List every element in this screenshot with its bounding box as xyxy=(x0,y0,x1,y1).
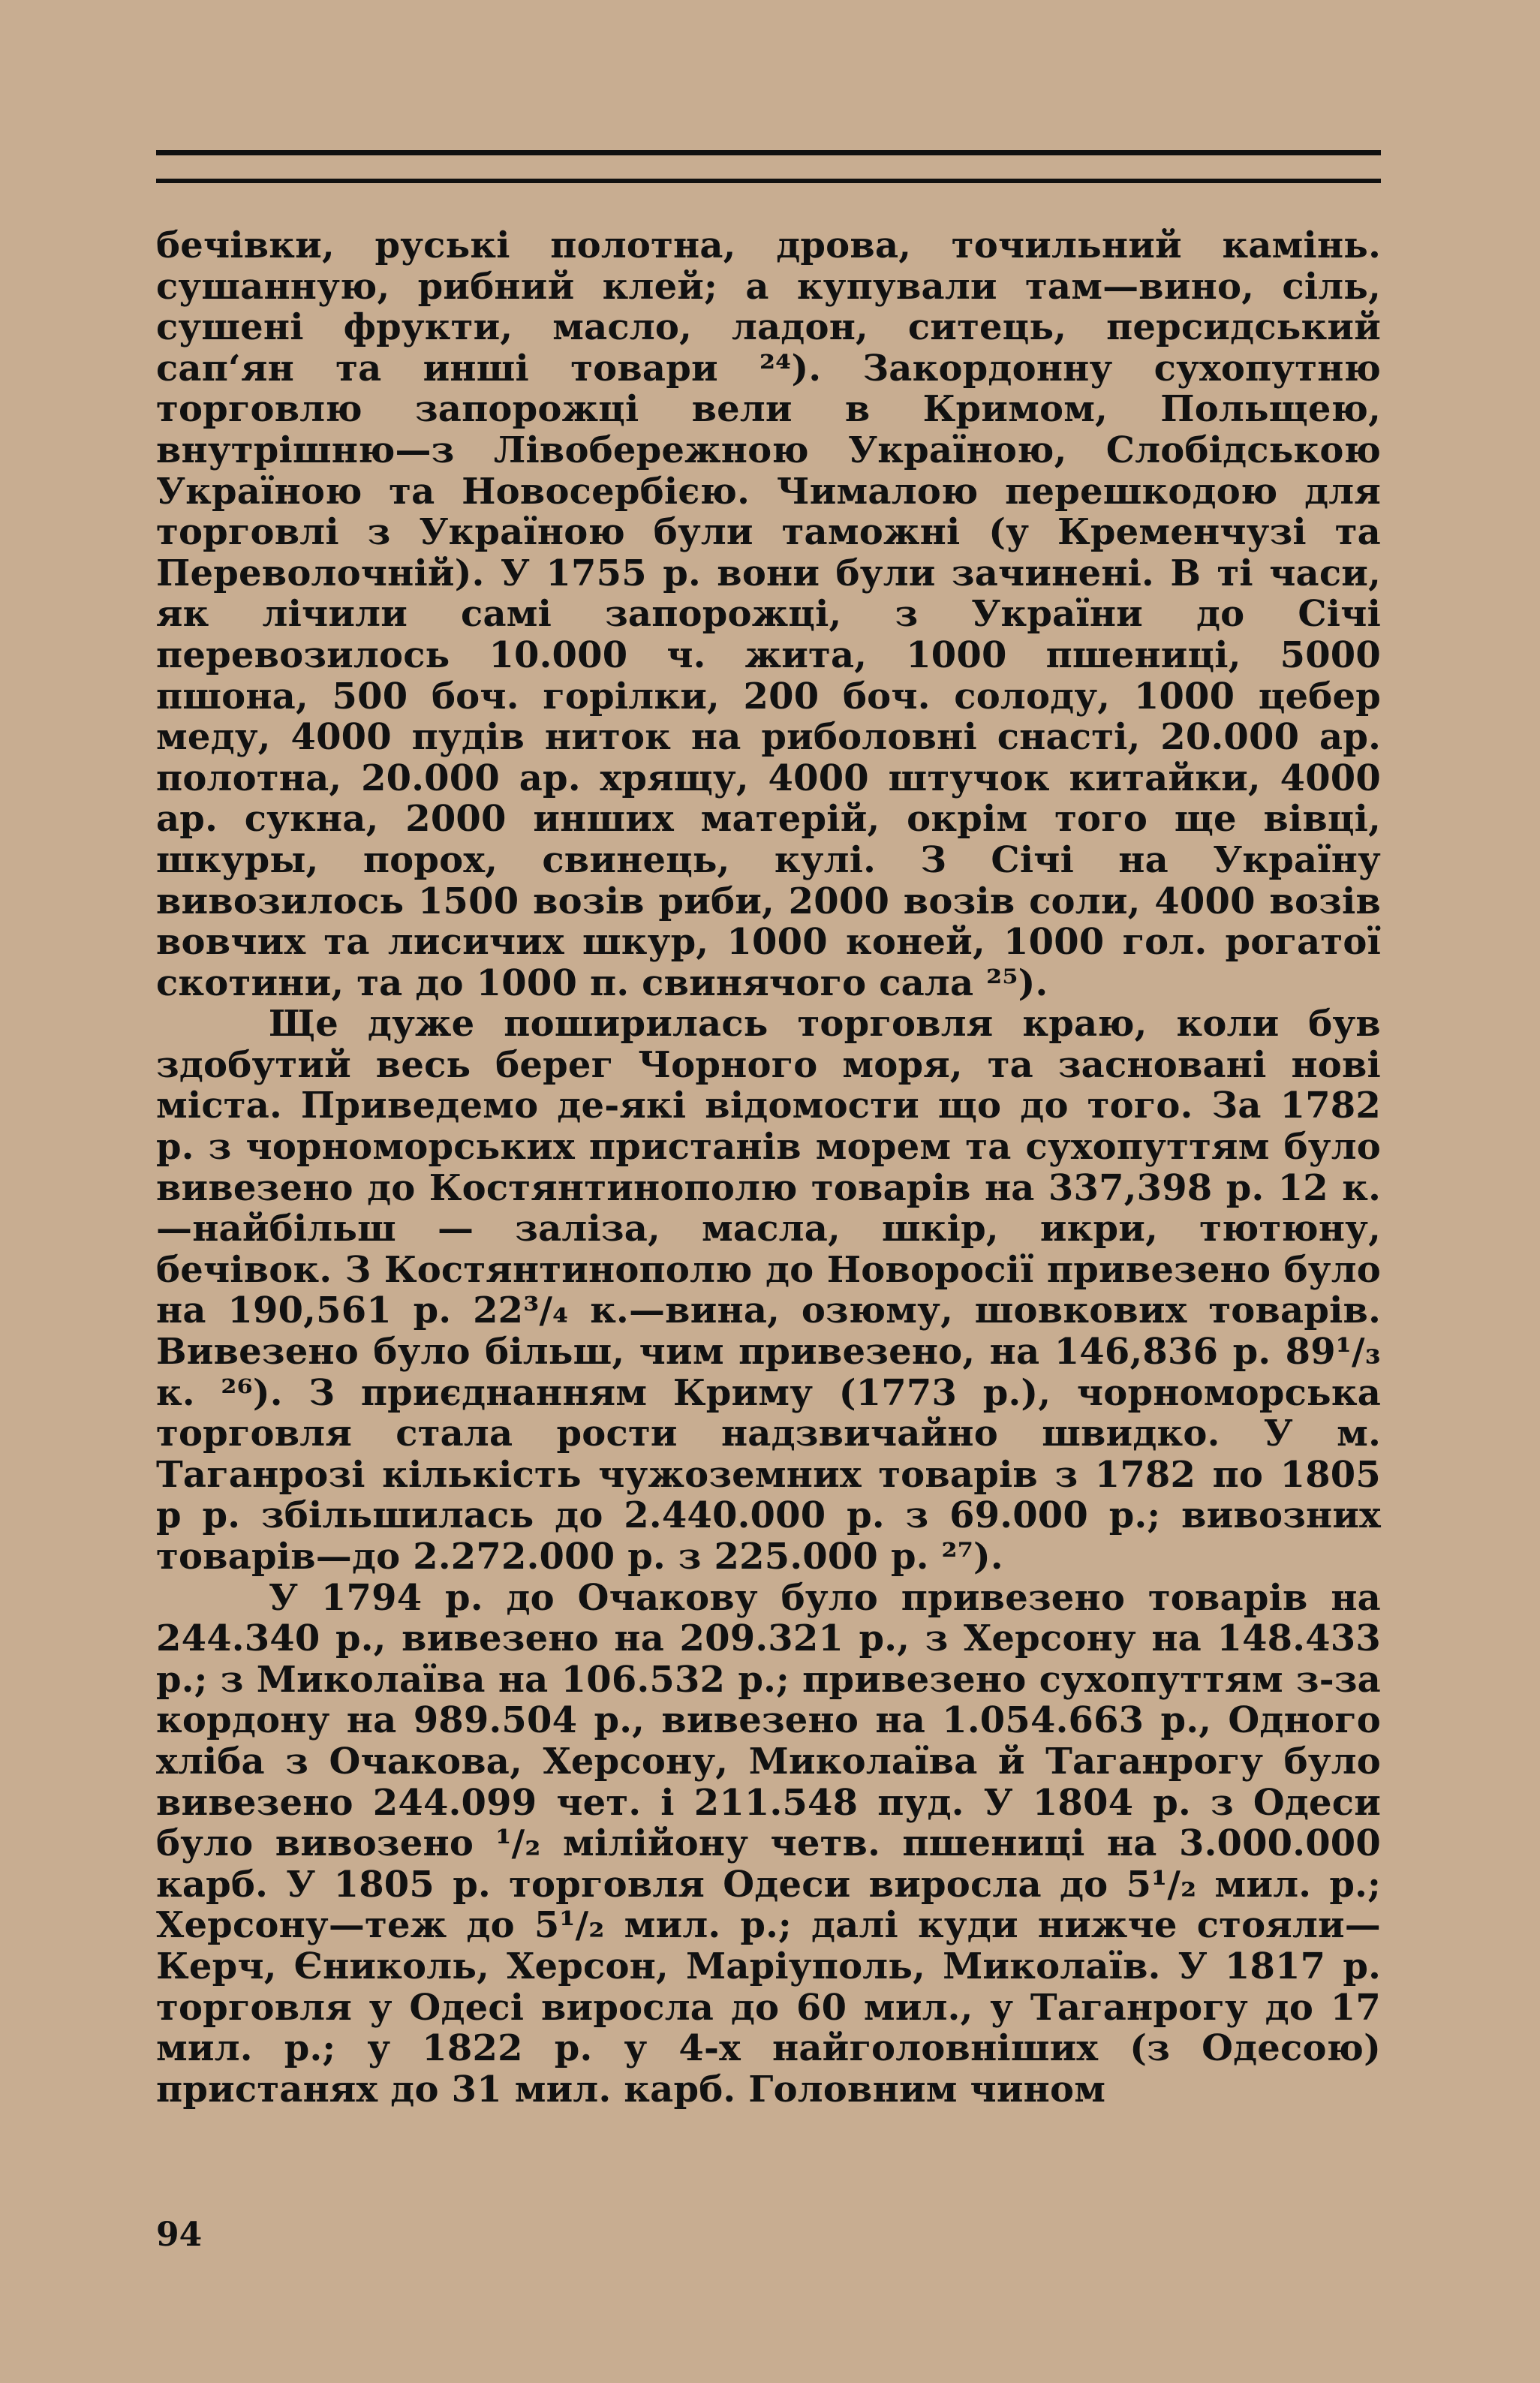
header-rule-bottom xyxy=(156,179,1381,183)
main-text xyxy=(156,225,1381,2110)
paragraph-2: Ще дуже поширилась торговля краю, коли був здобутий весь берег Чорного моря, та засновані нові міста. Приведемо де-які відомости що до того. За 1782 р. з чорноморських пристанів морем та сухопуттям було вивезено до Костянтинополю товарів на 337,398 р. 12 к.—найбільш — заліза, масла, шкір, икри, тютюну, бечівок. З Костянтинополю до Новоросії привезено було на 190,561 р. 22³/₄ к.—вина, озюму, шовкових товарів. Вивезено було більш, чим привезено, на 146,836 р. 89¹/₃ к. ²⁶). З приєднанням Криму (1773 р.), чорноморська торговля стала рости надзвичайно швидко. У м. Таганрозі кількість чужоземних товарів з 1782 по 1805 р р. збільшилась до 2.440.000 р. з 69.000 р.; вивозних товарів—до 2.272.000 р. з 225.000 р. ²⁷). xyxy=(156,1003,1381,1578)
paragraph-1: бечівки, руські полотна, дрова, точильний камінь. сушанную, рибний клей; а купували там—вино, сіль, сушені фрукти, масло, ладон, ситець, перcидський сап‘ян та инші товари ²⁴). Закордонну сухопутню торговлю запорожці вели в Кримом, Польщею, внутрішню—з Лівобережною Україною, Слобідською Україною та Новосербією. Чималою перешкодою для торговлі з Україною були таможні (у Кременчузі та Переволочній). У 1755 р. вони були зачинені. В ті часи, як лічили самі запорожці, з України до Січі перевозилось 10.000 ч. жита, 1000 пшениці, 5000 пшона, 500 боч. горілки, 200 боч. солоду, 1000 цебер меду, 4000 пудів ниток на риболовні снасті, 20.000 ар. полотна, 20.000 ар. хрящу, 4000 штучок китайки, 4000 ар. сукна, 2000 инших матерій, окрім того ще вівці, шкуры, порох, свинець, кулі. З Січі на Україну вивозилось 1500 возів риби, 2000 возів соли, 4000 возів вовчих та лисичих шкур, 1000 коней, 1000 гол. рогатої скотини, та до 1000 п. свинячого сала ²⁵). xyxy=(156,224,1381,1004)
page-number: 94 xyxy=(156,2216,203,2254)
header-rule-top xyxy=(156,150,1381,155)
paragraph-3: У 1794 р. до Очакову було привезено товарів на 244.340 р., вивезено на 209.321 р., з Херсону на 148.433 р.; з Миколаїва на 106.532 р.; привезено сухопуттям з-за кордону на 989.504 р., вивезено на 1.054.663 р., Одного хліба з Очакова, Херсону, Миколаїва й Таганрогу було вивезено 244.099 чет. і 211.548 пуд. У 1804 р. з Одеси було вивозено ¹/₂ мілійону четв. пшениці на 3.000.000 карб. У 1805 р. торговля Одеси виросла до 5¹/₂ мил. р.; Херсону—теж до 5¹/₂ мил. р.; далі куди нижче стояли—Керч, Єниколь, Херсон, Маріуполь, Миколаїв. У 1817 р. торговля у Одесі виросла до 60 мил., у Таганрогу до 17 мил. р.; у 1822 р. у 4-х найголовніших (з Одесою) пристанях до 31 мил. карб. Головним чином xyxy=(156,1576,1381,2111)
